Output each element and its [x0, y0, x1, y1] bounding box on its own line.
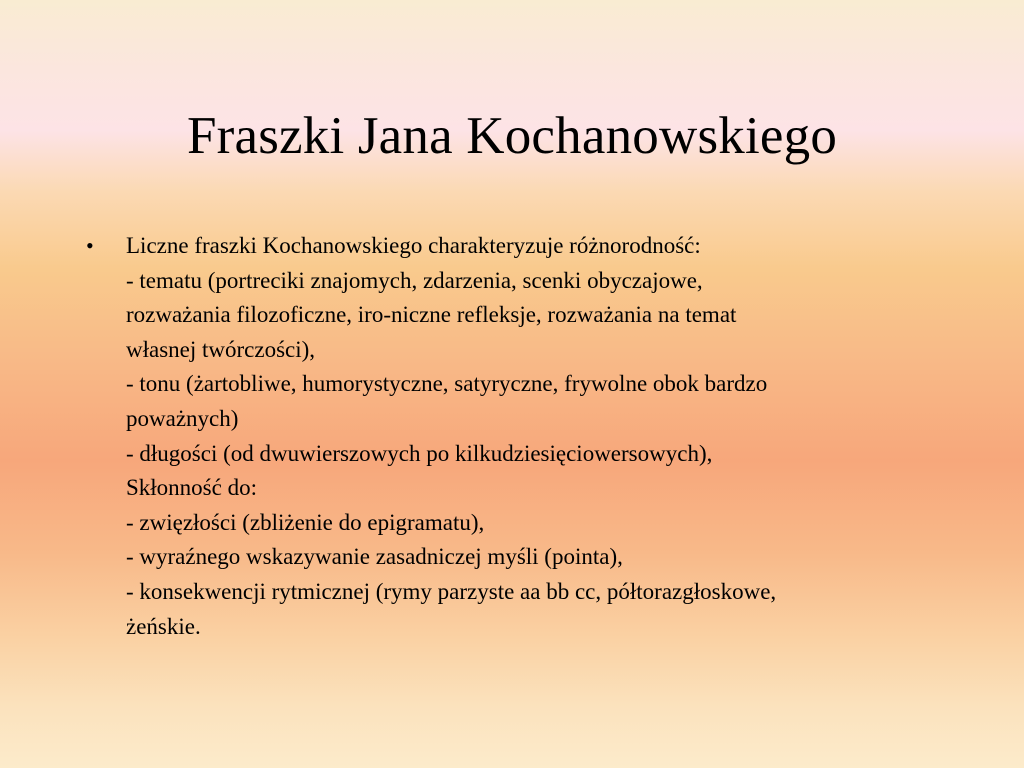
text-line: żeńskie.: [126, 613, 201, 639]
text-line: - tonu (żartobliwe, humorystyczne, satyryczne, frywolne obok bardzo: [126, 371, 768, 397]
text-line: - konsekwencji rytmicznej (rymy parzyste aa bb cc, półtorazgłoskowe,: [126, 578, 777, 604]
slide-title: Fraszki Jana Kochanowskiego: [186, 107, 838, 165]
text-line: Liczne fraszki Kochanowskiego charakteryzuje różnorodność:: [126, 233, 701, 258]
text-line: Skłonność do:: [126, 475, 257, 501]
text-line: własnej twórczości),: [126, 336, 316, 362]
text-line: - wyraźnego wskazywanie zasadniczej myśli (pointa),: [126, 544, 623, 570]
slide-content: [86, 229, 946, 644]
text-line: poważnych): [126, 405, 239, 431]
bullet-item: [86, 229, 946, 644]
text-line: - zwięzłości (zbliżenie do epigramatu),: [126, 509, 485, 535]
text-line: rozważania filozoficzne, iro-niczne refleksje, rozważania na temat: [126, 302, 737, 328]
text-line: - długości (od dwuwierszowych po kilkudziesięciowersowych),: [126, 440, 713, 466]
bullet-text: [126, 229, 946, 644]
text-line: - tematu (portreciki znajomych, zdarzenia, scenki obyczajowe,: [126, 267, 703, 293]
bullet-icon: •: [86, 233, 94, 258]
